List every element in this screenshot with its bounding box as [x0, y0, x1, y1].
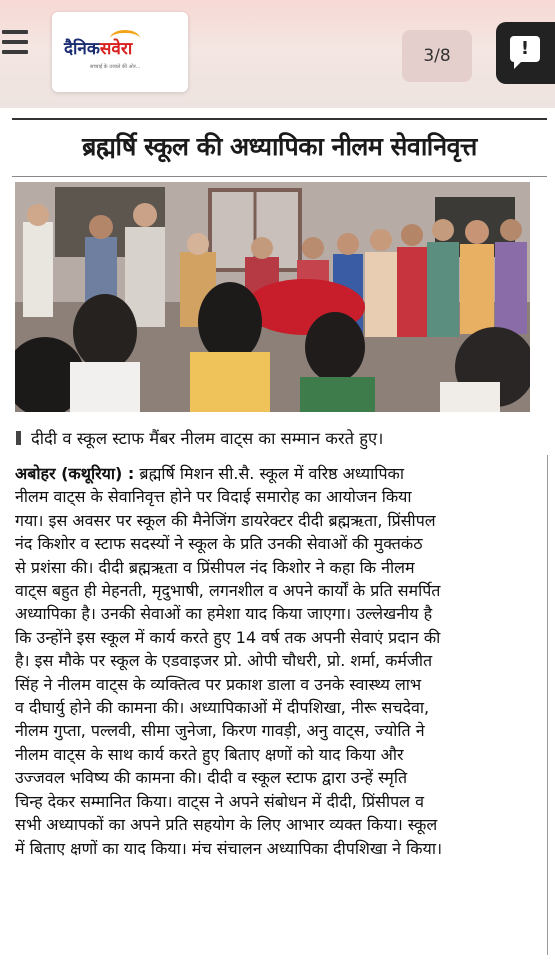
article-body [15, 462, 545, 860]
body-line: अध्यापिका है। उनकी सेवाओं का हमेशा याद किया जाएगा। उल्लेखनीय है [15, 604, 433, 624]
logo-word-savera: सवेरा [99, 39, 133, 59]
body-line: है। इस मौके पर स्कूल के एडवाइजर प्रो. ओपी चौधरी, प्रो. शर्मा, कर्मजीत [15, 651, 433, 671]
body-line: गया। इस अवसर पर स्कूल की मैनेजिंग डायरेक्टर दीदी ब्रह्मऋता, प्रिंसीपल [15, 510, 436, 530]
article-photo[interactable] [15, 182, 530, 412]
body-line: से प्रशंसा की। दीदी ब्रह्मऋता व प्रिंसीपल नंद किशोर ने कहा कि नीलम [15, 557, 415, 577]
article-headline: ब्रह्मर्षि स्कूल की अध्यापिका नीलम सेवानिवृत्त [82, 132, 477, 161]
logo-wordmark [64, 36, 132, 59]
body-line: में बिताए क्षणों का याद किया। मंच संचालन अध्यापिका दीपशिखा ने किया। [15, 838, 443, 858]
body-line: नीलम वाट्स के साथ कार्य करते हुए बिताए क्षणों को याद किया और [15, 744, 404, 764]
logo-word-dainik: दैनिक [64, 39, 100, 59]
body-line: नंद किशोर व स्टाफ सदस्यों ने स्कूल के प्रति उनकी सेवाओं की मुक्तकंठ [15, 534, 423, 554]
headline-box [12, 118, 547, 177]
body-line: चिन्ह देकर सम्मानित किया। वाट्स ने अपने संबोधन में दीदी, प्रिंसीपल व [15, 791, 425, 811]
app-toolbar [0, 0, 555, 108]
body-line: उज्जवल भविष्य की कामना की। दीदी व स्कूल स्टाफ द्वारा उन्हें स्मृति [15, 768, 408, 788]
body-line: सभी अध्यापकों का अपने प्रति सहयोग के लिए आभार व्यक्त किया। स्कूल [15, 815, 438, 835]
logo-tagline: सच्चाई के उजाले की ओर... [90, 64, 141, 70]
body-line: सिंह ने नीलम वाट्स के व्यक्तित्व पर प्रकाश डाला व उनके स्वास्थ्य लाभ [15, 674, 422, 694]
photo-illustration [15, 182, 530, 412]
caption-text: दीदी व स्कूल स्टाफ मैंबर नीलम वाट्स का सम्मान करते हुए। [31, 429, 384, 448]
column-rule [547, 455, 548, 955]
photo-caption [16, 426, 541, 449]
article-dateline: अबोहर (कथूरिया) : [15, 464, 135, 483]
body-line: नीलम गुप्ता, पल्लवी, सीमा जुनेजा, किरण गावड़ी, अनु वाट्स, ज्योति ने [15, 721, 425, 741]
newspaper-logo[interactable] [52, 12, 188, 92]
page-counter: 3/8 [402, 30, 472, 82]
body-line: नीलम वाट्स के सेवानिवृत्त होने पर विदाई समारोह का आयोजन किया [15, 487, 412, 507]
body-line: व दीघार्यु होने की कामना की। अध्यापिकाओं में दीपशिखा, नीरू सचदेवा, [15, 698, 430, 718]
body-line: वाट्स बहुत ही मेहनती, मृदुभाषी, लगनशील व अपने कार्यों के प्रति समर्पित [15, 581, 441, 601]
hamburger-icon[interactable] [2, 30, 28, 54]
body-line [15, 462, 545, 485]
feedback-icon: ! [510, 36, 540, 62]
body-line-text: ब्रह्मर्षि मिशन सी.सै. स्कूल में वरिष्ठ अध्यापिका [134, 464, 404, 483]
caption-marker-icon [16, 431, 21, 445]
feedback-button[interactable] [496, 22, 555, 84]
body-line: कि उन्होंने इस स्कूल में कार्य करते हुए 14 वर्ष तक अपनी सेवाएं प्रदान की [15, 627, 441, 647]
